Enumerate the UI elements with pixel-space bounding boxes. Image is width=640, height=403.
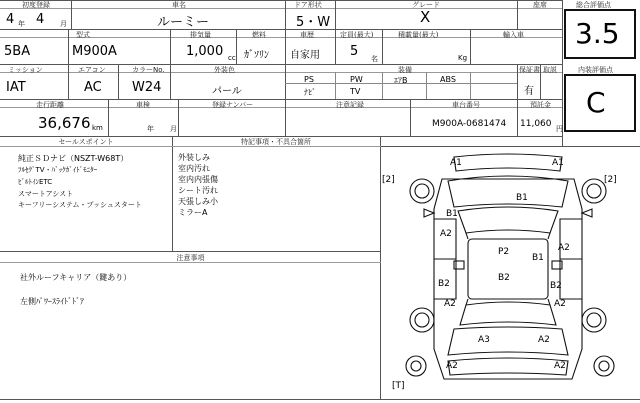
sales-point-item: ﾌﾙｾｸﾞTV・ﾊﾞｯｸｶﾞｲﾄﾞﾓﾆﾀｰ (18, 166, 98, 174)
sales-point-item: スマートアシスト (18, 190, 74, 198)
wheel-rear-right (582, 308, 606, 332)
wheel-front-right (582, 179, 606, 203)
car-name: ルーミー (157, 15, 210, 30)
interior-score-box (564, 74, 636, 132)
equip-item: PS (304, 75, 314, 84)
caution-title: 注意事項 (176, 254, 205, 262)
bracket-bottom: [T] (392, 381, 405, 391)
mileage-unit: km (92, 124, 103, 132)
fuel-label: 燃料 (252, 31, 266, 39)
windshield-outline (458, 207, 558, 233)
interior-score-label: 内装評価点 (578, 66, 613, 74)
grid-line (517, 0, 518, 29)
color-code-value: W24 (132, 80, 162, 95)
note-item: シート汚れ (178, 186, 218, 195)
damage-mark: A2 (558, 243, 570, 253)
damage-mark: A2 (554, 361, 566, 371)
plate-label: 登録ナンバー (212, 101, 254, 109)
grid-line (335, 72, 336, 99)
pillar (466, 299, 468, 305)
damage-mark: A1 (450, 158, 462, 168)
aircon-value: AC (84, 80, 102, 95)
month-unit: 月 (60, 20, 67, 28)
wheel-rear-right-hub (587, 313, 601, 327)
note-item: 外装しみ (178, 153, 210, 162)
damage-mark: B2 (498, 273, 510, 283)
door-type: 5・W (296, 15, 331, 30)
pillar (548, 233, 550, 239)
damage-mark: B2 (550, 281, 562, 291)
capacity-label: 定員(最大) (340, 31, 374, 39)
overall-score-box (564, 9, 636, 59)
displacement-value: 1,000 (186, 44, 224, 59)
grid-line (285, 64, 286, 99)
grid-line (380, 136, 381, 400)
year-unit: 年 (18, 20, 25, 28)
grid-line (335, 29, 336, 64)
pillar (466, 233, 468, 239)
grid-line (382, 29, 383, 64)
equip-item: PW (350, 75, 363, 84)
grade-value: X (420, 8, 431, 26)
model-prefix: 5BA (4, 44, 31, 59)
color-code-label: カラーNo. (132, 66, 165, 74)
damage-mark: B1 (532, 253, 544, 263)
damage-mark: A2 (538, 335, 550, 345)
damage-mark: B1 (446, 209, 458, 219)
mileage-value: 36,676 (38, 114, 91, 132)
grid-line (285, 0, 286, 29)
grid-line (68, 64, 69, 99)
inspection-month-unit: 月 (170, 125, 177, 133)
sales-points-title: セールスポイント (58, 138, 114, 146)
damage-mark: P2 (498, 247, 510, 257)
recycle-label: 預託金 (530, 101, 551, 109)
overall-score-label: 総合評価点 (576, 1, 611, 9)
front-bumper-outline (454, 154, 562, 171)
notes-title: 特記事項・不具合箇所 (241, 138, 311, 146)
capacity-value: 5 (350, 44, 359, 59)
caution-item: 社外ルーフキャリア（鍵あり） (20, 273, 132, 282)
certificate-label: 保証書 (519, 66, 540, 74)
grid-line (68, 29, 69, 64)
car-damage-diagram (382, 149, 634, 399)
wheel-front-left-hub (415, 184, 429, 198)
displacement-unit: cc (228, 54, 236, 62)
wheel-rear-left-hub (415, 313, 429, 327)
fuel-value: ｶﾞｿﾘﾝ (244, 50, 269, 61)
owner-label: 注意記録 (336, 101, 364, 109)
manual-label: 取説 (543, 66, 557, 74)
capacity-unit: 名 (371, 55, 378, 63)
grid-line (517, 64, 518, 99)
grid-line (172, 136, 173, 251)
hood-outline (448, 176, 568, 207)
caution-item: 左側ﾊﾟﾜｰｽﾗｲﾄﾞﾄﾞｱ (20, 297, 84, 306)
grid-line (382, 72, 383, 99)
mirror-right (582, 209, 592, 217)
overall-score: 3.5 (575, 17, 620, 50)
seats-label: 座席 (533, 1, 547, 9)
exterior-color-label: 外装色 (214, 66, 235, 74)
grid-line (170, 64, 171, 99)
exterior-color-value: パール (212, 86, 242, 97)
equip-item: ﾅﾋﾞ (304, 88, 316, 97)
type-label: 型式 (76, 31, 90, 39)
mission-value: IAT (6, 80, 26, 95)
equip-item: TV (350, 87, 361, 96)
damage-mark: B1 (516, 193, 528, 203)
wheel-rear-left (410, 308, 434, 332)
bracket-right: [2] (604, 175, 617, 185)
grid-line (178, 99, 179, 136)
sales-point-item: キーフリーシステム・プッシュスタート (18, 201, 142, 209)
note-item: 室内内張傷 (178, 175, 218, 184)
grid-line (0, 8, 562, 9)
grid-line (118, 64, 119, 99)
grid-line (71, 0, 72, 29)
chassis-value: M900A-0681474 (432, 119, 507, 129)
wheel-front-right-hub (587, 184, 601, 198)
recycle-value: 11,060 (520, 119, 552, 129)
tailgate-outline (448, 327, 568, 355)
damage-mark: A1 (552, 158, 564, 168)
note-item: ミラーA (178, 208, 208, 217)
chassis-label: 車台番号 (452, 101, 480, 109)
sales-point-item: 純正ＳＤナビ（NSZT-W68T） (18, 154, 129, 163)
damage-mark: B2 (438, 279, 450, 289)
usage-value: 自家用 (290, 50, 320, 61)
door-label: ドア形状 (294, 1, 322, 9)
import-label: 輸入車 (503, 31, 524, 39)
damage-mark: A3 (478, 335, 490, 345)
grid-line (540, 64, 541, 99)
damage-mark: A2 (444, 299, 456, 309)
wheel-spare-right (594, 356, 614, 376)
equipment-label: 装備 (398, 66, 412, 74)
certificate-value: 有 (524, 86, 534, 97)
note-item: 室内汚れ (178, 164, 210, 173)
interior-score: C (586, 86, 606, 119)
aircon-label: エアコン (78, 66, 106, 74)
month-value: 4 (36, 12, 45, 27)
grid-line (410, 99, 411, 136)
grade-label: グレード (412, 1, 440, 9)
rear-bumper-outline (448, 358, 568, 375)
mission-label: ミッション (8, 66, 43, 74)
inspection-label: 車検 (136, 101, 150, 109)
wheel-spare-right-hub (599, 361, 609, 371)
sales-point-item: ﾋﾞﾙﾄｲﾝETC (18, 178, 53, 186)
year-label: 初度登録 (22, 1, 50, 9)
mirror-left (424, 209, 434, 217)
car-name-label: 車名 (172, 1, 186, 9)
rear-window-outline (460, 302, 556, 325)
grid-line (517, 99, 518, 136)
usage-label: 車歴 (300, 31, 314, 39)
displacement-label: 排気量 (190, 31, 211, 39)
grid-line (0, 0, 562, 1)
equip-item: ｴｱB (394, 76, 408, 85)
recycle-unit: 円 (556, 125, 563, 133)
grid-line (285, 99, 286, 136)
grid-line (236, 29, 237, 64)
grid-line (170, 29, 171, 64)
bracket-left: [2] (382, 175, 395, 185)
load-label: 積載量(最大) (398, 31, 439, 39)
damage-mark: A2 (440, 229, 452, 239)
wheel-spare-left (406, 356, 426, 376)
pillar (548, 299, 550, 305)
wheel-spare-left-hub (411, 361, 421, 371)
grid-line (0, 251, 381, 252)
inspection-year-unit: 年 (147, 125, 154, 133)
grid-line (470, 29, 471, 64)
grid-line (470, 72, 471, 99)
model-code: M900A (72, 44, 117, 59)
damage-mark: A2 (554, 299, 566, 309)
note-item: 天張しみ小 (178, 197, 218, 206)
wheel-front-left (410, 179, 434, 203)
grid-line (335, 0, 336, 29)
equip-item: ABS (440, 75, 456, 84)
year-value: 4 (6, 12, 15, 27)
grid-line (108, 99, 109, 136)
grid-line (285, 29, 286, 64)
damage-mark: A2 (446, 361, 458, 371)
grid-line (426, 72, 427, 99)
mileage-label: 走行距離 (36, 101, 64, 109)
load-unit: Kg (458, 54, 468, 62)
